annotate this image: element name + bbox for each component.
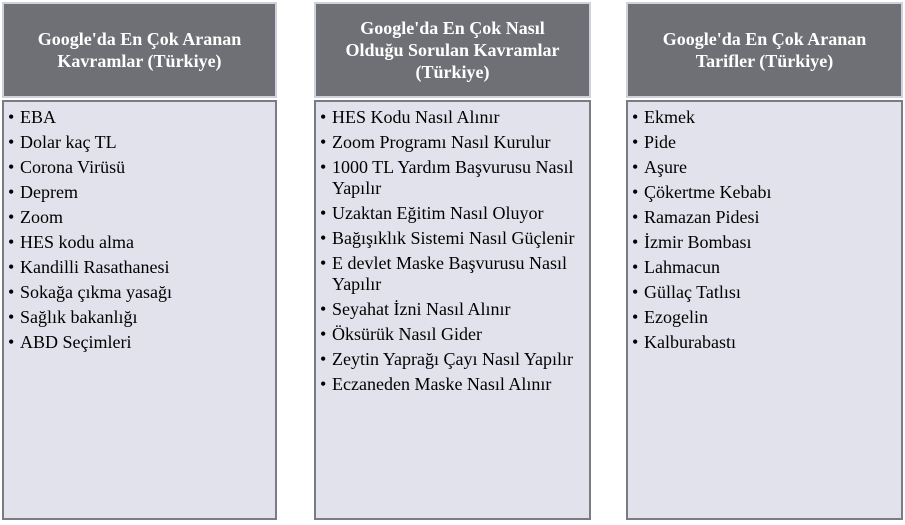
- list-item-text: Kalburabastı: [644, 332, 736, 352]
- bullet-icon: •: [8, 257, 15, 277]
- bullet-icon: •: [8, 232, 15, 252]
- term-list: [632, 107, 897, 353]
- list-item: [320, 253, 585, 295]
- list-item-text: İzmir Bombası: [644, 232, 752, 252]
- list-item: [8, 307, 271, 328]
- bullet-icon: •: [8, 282, 15, 302]
- list-item: [632, 182, 897, 203]
- list-item: [320, 203, 585, 224]
- bullet-icon: •: [632, 182, 639, 202]
- list-item-text: Ezogelin: [644, 307, 708, 327]
- list-item-text: HES kodu alma: [20, 232, 134, 252]
- list-item-text: Dolar kaç TL: [20, 132, 117, 152]
- bullet-icon: •: [320, 299, 327, 319]
- list-item: [8, 207, 271, 228]
- list-item: [632, 332, 897, 353]
- list-item: [632, 107, 897, 128]
- bullet-icon: •: [320, 203, 327, 223]
- bullet-icon: •: [632, 157, 639, 177]
- list-item-text: Zeytin Yaprağı Çayı Nasıl Yapılır: [332, 349, 573, 369]
- list-item-text: Seyahat İzni Nasıl Alınır: [332, 299, 511, 319]
- bullet-icon: •: [632, 132, 639, 152]
- list-item-text: Çökertme Kebabı: [644, 182, 772, 202]
- list-item: [320, 157, 585, 199]
- list-item-text: Aşure: [644, 157, 687, 177]
- bullet-icon: •: [8, 307, 15, 327]
- column-most-searched-recipes: [626, 2, 903, 520]
- list-item-text: Corona Virüsü: [20, 157, 126, 177]
- list-item: [632, 157, 897, 178]
- list-item-text: Zoom Programı Nasıl Kurulur: [332, 132, 551, 152]
- bullet-icon: •: [8, 107, 15, 127]
- bullet-icon: •: [632, 257, 639, 277]
- list-item-text: HES Kodu Nasıl Alınır: [332, 107, 500, 127]
- bullet-icon: •: [8, 157, 15, 177]
- list-item-text: ABD Seçimleri: [20, 332, 132, 352]
- list-item: [320, 324, 585, 345]
- bullet-icon: •: [320, 324, 327, 344]
- list-item: [632, 207, 897, 228]
- list-item-text: EBA: [20, 107, 56, 127]
- list-item: [8, 132, 271, 153]
- bullet-icon: •: [320, 228, 327, 248]
- list-item: [8, 182, 271, 203]
- bullet-icon: •: [632, 307, 639, 327]
- column-header: Google'da En Çok Aranan Kavramlar (Türkiye): [2, 2, 277, 98]
- list-item-text: Kandilli Rasathanesi: [20, 257, 170, 277]
- list-item: [8, 282, 271, 303]
- bullet-icon: •: [8, 332, 15, 352]
- term-list: [320, 107, 585, 395]
- term-list: [8, 107, 271, 353]
- bullet-icon: •: [320, 374, 327, 394]
- column-body: [314, 100, 591, 520]
- list-item: [8, 232, 271, 253]
- list-item: [632, 307, 897, 328]
- list-item-text: Öksürük Nasıl Gider: [332, 324, 482, 344]
- list-item: [8, 332, 271, 353]
- bullet-icon: •: [320, 253, 327, 273]
- list-item-text: Sokağa çıkma yasağı: [20, 282, 172, 302]
- list-item-text: Ekmek: [644, 107, 695, 127]
- list-item-text: Pide: [644, 132, 677, 152]
- list-item: [632, 282, 897, 303]
- list-item: [320, 374, 585, 395]
- column-body: [626, 100, 903, 520]
- list-item-text: 1000 TL Yardım Başvurusu Nasıl Yapılır: [332, 157, 574, 198]
- list-item-text: Güllaç Tatlısı: [644, 282, 741, 302]
- list-item-text: Zoom: [20, 207, 63, 227]
- list-item: [320, 132, 585, 153]
- bullet-icon: •: [320, 157, 327, 177]
- list-item: [632, 132, 897, 153]
- list-item: [632, 257, 897, 278]
- column-most-asked-how-to: [314, 2, 591, 520]
- bullet-icon: •: [8, 182, 15, 202]
- bullet-icon: •: [632, 107, 639, 127]
- list-item-text: Sağlık bakanlığı: [20, 307, 138, 327]
- list-item: [8, 107, 271, 128]
- column-header: Google'da En Çok Aranan Tarifler (Türkiye): [626, 2, 903, 98]
- bullet-icon: •: [632, 282, 639, 302]
- bullet-icon: •: [632, 332, 639, 352]
- list-item-text: Ramazan Pidesi: [644, 207, 760, 227]
- bullet-icon: •: [320, 132, 327, 152]
- list-item: [632, 232, 897, 253]
- list-item: [8, 157, 271, 178]
- list-item: [320, 349, 585, 370]
- list-item-text: Eczaneden Maske Nasıl Alınır: [332, 374, 552, 394]
- list-item: [320, 107, 585, 128]
- bullet-icon: •: [8, 132, 15, 152]
- list-item: [8, 257, 271, 278]
- bullet-icon: •: [8, 207, 15, 227]
- list-item-text: Lahmacun: [644, 257, 720, 277]
- list-item-text: Bağışıklık Sistemi Nasıl Güçlenir: [332, 228, 575, 248]
- list-item-text: Deprem: [20, 182, 78, 202]
- bullet-icon: •: [320, 107, 327, 127]
- bullet-icon: •: [320, 349, 327, 369]
- list-item-text: Uzaktan Eğitim Nasıl Oluyor: [332, 203, 544, 223]
- list-item: [320, 299, 585, 320]
- list-item-text: E devlet Maske Başvurusu Nasıl Yapılır: [332, 253, 567, 294]
- column-body: [2, 100, 277, 520]
- bullet-icon: •: [632, 207, 639, 227]
- column-most-searched-terms: [2, 2, 277, 520]
- list-item: [320, 228, 585, 249]
- column-header: Google'da En Çok Nasıl Olduğu Sorulan Kavramlar (Türkiye): [314, 2, 591, 98]
- bullet-icon: •: [632, 232, 639, 252]
